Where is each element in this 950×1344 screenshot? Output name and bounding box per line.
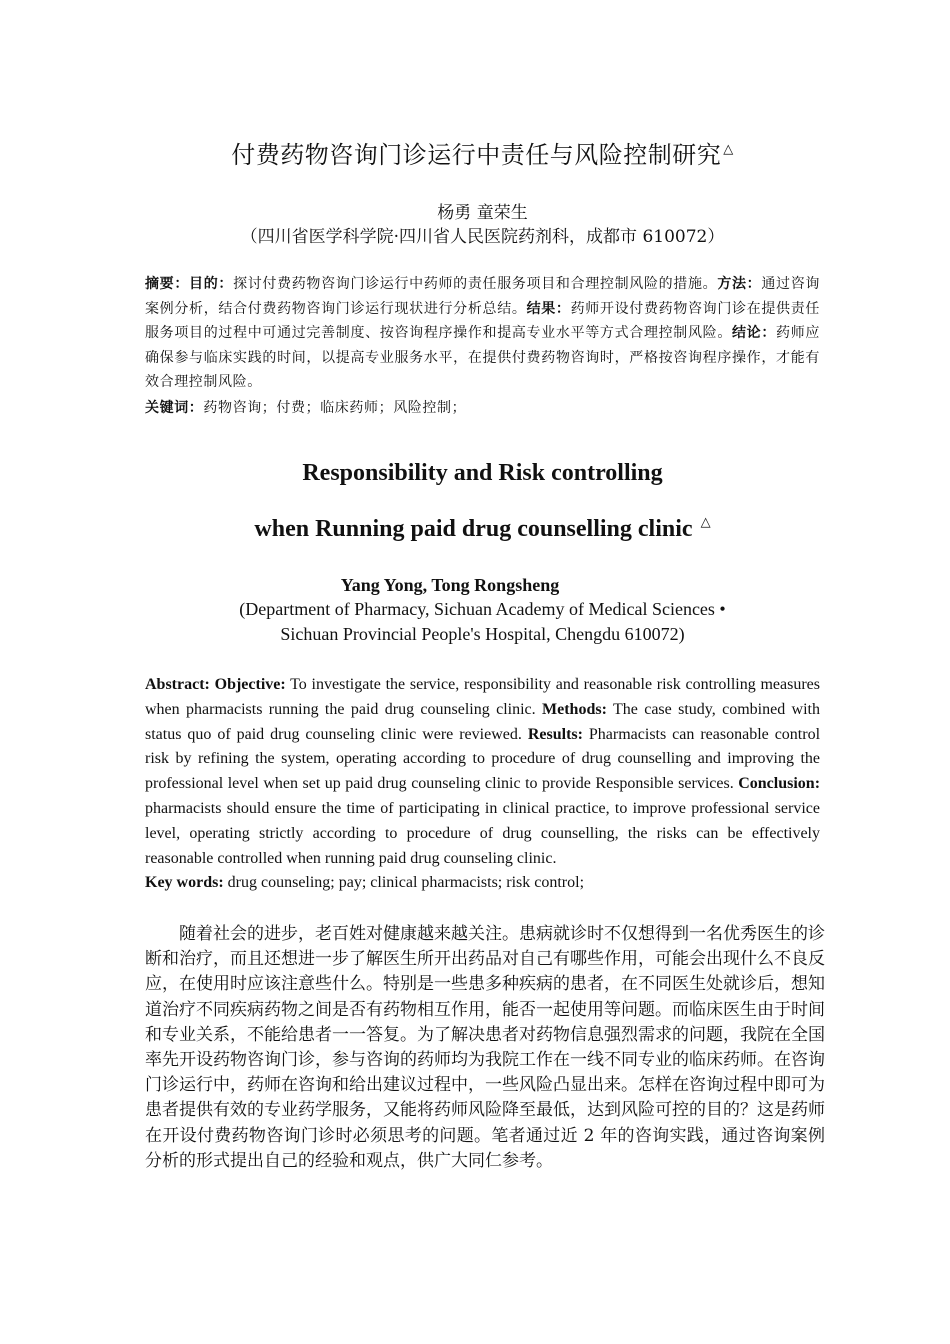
english-methods-text: The case study, combined with status quo of paid drug counseling clinic were reviewed. — [145, 700, 820, 743]
intro-paragraph: 随着社会的进步，老百姓对健康越来越关注。患病就诊时不仅想得到一名优秀医生的诊断和治疗，而且还想进一步了解医生所开出药品对自己有哪些作用，可能会出现什么不良反应，在使用时应该注意些什么。特别是一些患多种疾病的患者，在不同医生处就诊后，想知道治疗不同疾病药物之间是否有药物相互作用，能否一起使用等问题。而临床医生由于时间和专业关系，不能给患者一一答复。为了解决患者对药物信息强烈需求的问题，我院在全国率先开设药物咨询门诊，参与咨询的药师均为我院工作在一线不同专业的临床药师。在咨询门诊运行中，药师在咨询和给出建议过程中，一些风险凸显出来。怎样在咨询过程中即可为患者提供有效的专业药学服务，又能将药师风险降至最低，达到风险可控的目的？这是药师在开设付费药物咨询门诊时必须思考的问题。笔者通过近 2 年的咨询实践，通过咨询案例分析的形式提出自己的经验和观点，供广大同仁参考。 — [145, 924, 825, 1171]
chinese-authors: 杨勇 童荣生 — [437, 203, 528, 223]
chinese-keywords-label: 关键词： — [145, 400, 204, 416]
chinese-title — [145, 133, 820, 172]
english-title-line-2-text: when Running paid drug counselling clinic — [254, 516, 693, 542]
english-objective-text: To investigate the service, responsibility and reasonable risk controlling measures when pharmacists running the paid drug counseling clinic. — [145, 676, 821, 718]
english-conclusion-text: pharmacists should ensure the time of participating in clinical practice, to improve professional service level, operating strictly according to procedure of drug counselling, the risks can be effectively reasonable controlled when running paid drug counseling clinic. — [145, 799, 820, 867]
chinese-methods-label: 方法： — [717, 276, 762, 292]
english-keywords-text: drug counseling; pay; clinical pharmacists; risk control; — [223, 874, 585, 891]
english-affiliation-line-2: Sichuan Provincial People's Hospital, Chengdu 610072) — [280, 624, 685, 644]
english-conclusion-label: Conclusion: — [738, 775, 821, 793]
english-methods-label: Methods: — [542, 700, 607, 718]
english-keywords-label: Key words: — [145, 874, 224, 891]
english-affiliation-line-1: (Department of Pharmacy, Sichuan Academy of Medical Sciences • — [239, 599, 726, 619]
chinese-keywords — [145, 396, 820, 420]
chinese-results-label: 结果： — [526, 300, 571, 317]
chinese-abstract — [145, 272, 820, 395]
chinese-results-text: 药师开设付费药物咨询门诊在提供责任服务项目的过程中可通过完善制度、按咨询程序操作和提高专业水平等方式合理控制风险。 — [145, 300, 820, 342]
chinese-objective-label: 目的： — [189, 276, 234, 292]
english-title-line-2 — [145, 505, 820, 546]
chinese-title-text: 付费药物咨询门诊运行中责任与风险控制研究 — [231, 141, 722, 169]
english-objective-label: Objective: — [214, 676, 286, 693]
english-abstract — [145, 673, 820, 871]
english-title-footnote-mark: △ — [700, 514, 711, 529]
english-title-line-1: Responsibility and Risk controlling — [302, 460, 663, 486]
chinese-keywords-text: 药物咨询；付费；临床药师；风险控制； — [203, 400, 467, 416]
english-results-label: Results: — [527, 725, 583, 743]
chinese-affiliation: （四川省医学科学院·四川省人民医院药剂科，成都市 610072） — [240, 227, 725, 247]
english-keywords — [145, 871, 820, 895]
chinese-title-footnote-mark: △ — [723, 142, 734, 157]
chinese-methods-text: 通过咨询案例分析，结合付费药物咨询门诊运行现状进行分析总结。 — [145, 276, 820, 317]
chinese-conclusion-text: 药师应确保参与临床实践的时间，以提高专业服务水平，在提供付费药物咨询时，严格按咨询程序操作，才能有效合理控制风险。 — [145, 325, 820, 391]
chinese-abstract-label: 摘要： — [145, 276, 190, 292]
english-abstract-label: Abstract: — [145, 676, 210, 693]
english-authors: Yang Yong, Tong Rongsheng — [340, 575, 560, 595]
english-results-text: Pharmacists can reasonable control risk by refining the system, operating according to procedure of drug counselling and improving the professional level when set up paid drug counseling clinic to provide Responsible services. — [145, 725, 821, 793]
english-affiliation — [145, 597, 820, 647]
chinese-conclusion-label: 结论： — [732, 325, 777, 342]
chinese-objective-text: 探讨付费药物咨询门诊运行中药师的责任服务项目和合理控制风险的措施。 — [233, 276, 718, 292]
